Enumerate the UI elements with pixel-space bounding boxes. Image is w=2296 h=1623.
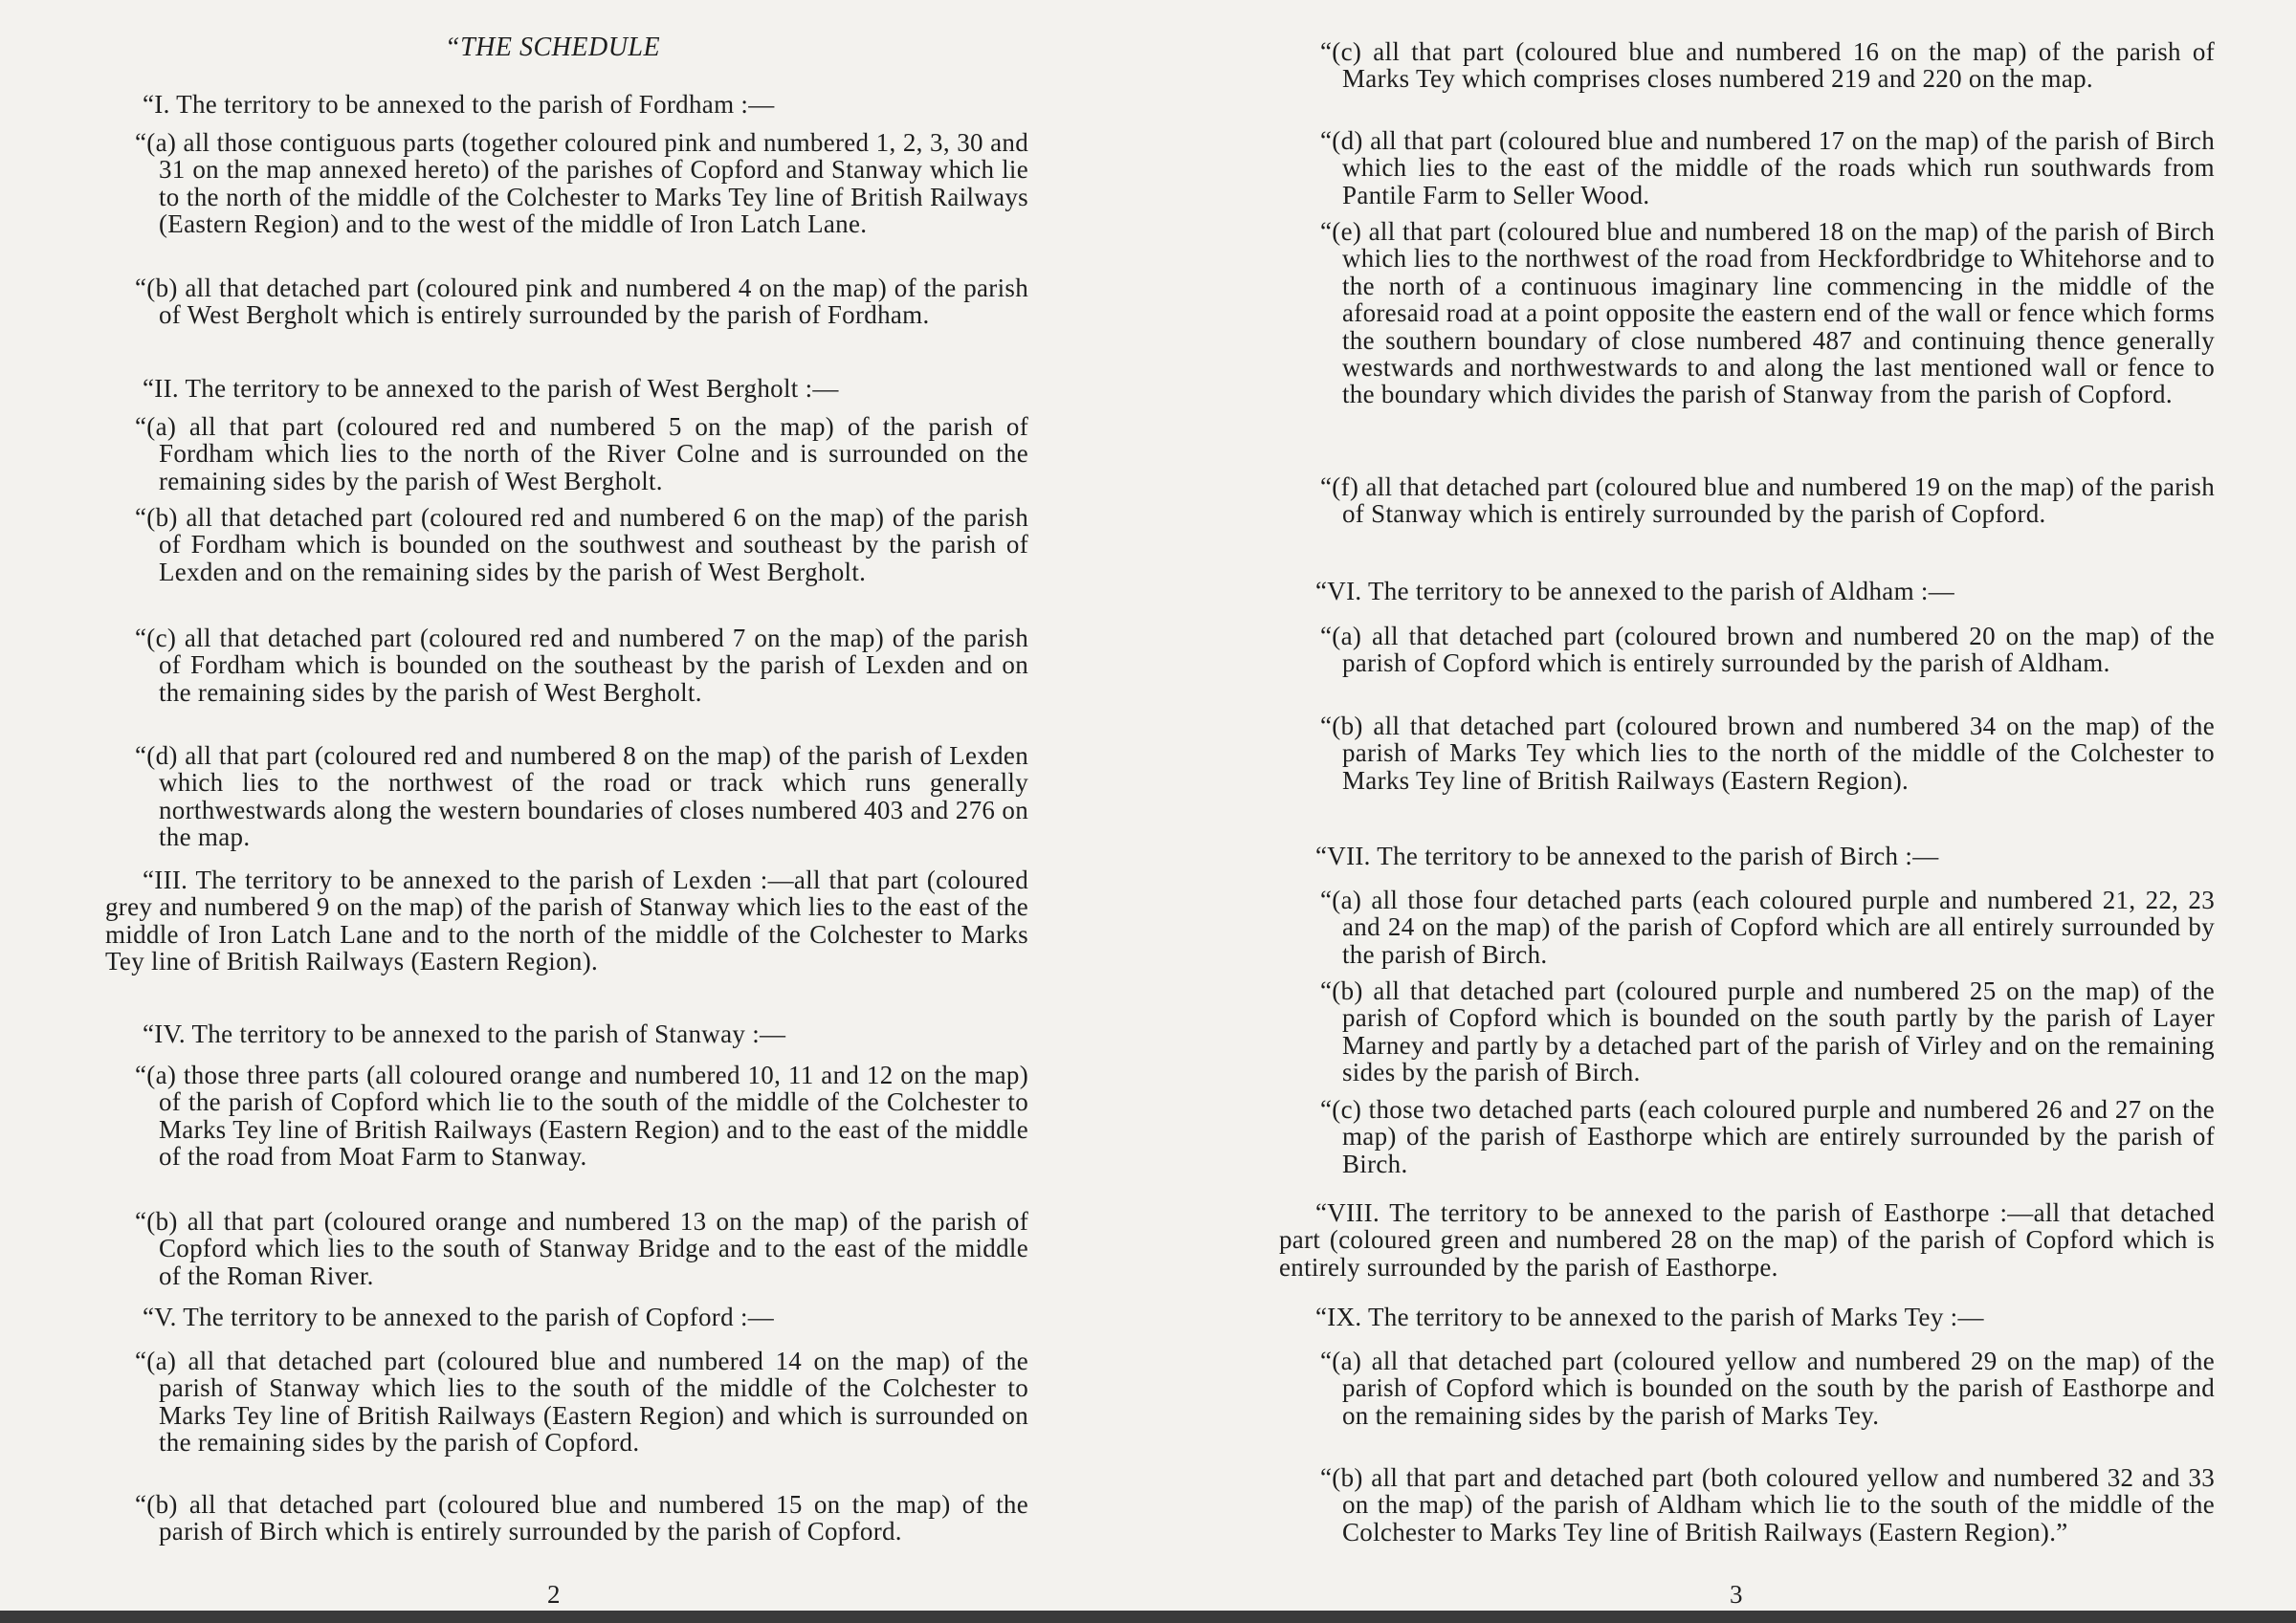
schedule-item: “(b) all that part and detached part (both coloured yellow and numbered 32 and 33 on the map) of the parish of Aldham which lie to the south of the middle of the Colchester to Marks Tey line of British Railways (Eastern Region).” — [1320, 1463, 2215, 1546]
schedule-item: “(b) all that detached part (coloured purple and numbered 25 on the map) of the parish of Copford which is bounded on the south partly by the parish of Layer Marney and partly by a detached part of the parish of Virley and on the remaining sides by the parish of Birch. — [1320, 976, 2215, 1087]
section-heading: “VII. The territory to be annexed to the parish of Birch :— — [1315, 842, 1939, 870]
section-heading: “IX. The territory to be annexed to the parish of Marks Tey :— — [1315, 1303, 1984, 1331]
section-heading: “IV. The territory to be annexed to the parish of Stanway :— — [143, 1020, 786, 1048]
schedule-item: “(d) all that part (coloured blue and numbered 17 on the map) of the parish of Birch which lies to the east of the middle of the roads which run southwards from Pantile Farm to Seller Wood. — [1320, 126, 2215, 209]
schedule-item: “(f) all that detached part (coloured blue and numbered 19 on the map) of the parish of Stanway which is entirely surrounded by the parish of Copford. — [1320, 472, 2215, 529]
schedule-item: “(a) all that detached part (coloured yellow and numbered 29 on the map) of the parish of Copford which is bounded on the south by the parish of Easthorpe and on the remaining sides by the parish of Marks Tey. — [1320, 1347, 2215, 1430]
schedule-item: “(d) all that part (coloured red and numbered 8 on the map) of the parish of Lexden which lies to the northwest of the road or track which runs generally northwestwards along the western boundaries of closes numbered 403 and 276 on the map. — [135, 741, 1028, 852]
schedule-item: “(a) all those four detached parts (each coloured purple and numbered 21, 22, 23 and 24 on the map) of the parish of Copford which are all entirely surrounded by the parish of Birch. — [1320, 886, 2215, 969]
schedule-item: “(b) all that detached part (coloured blue and numbered 15 on the map) of the parish of Birch which is entirely surrounded by the parish of Copford. — [135, 1490, 1028, 1546]
section-heading: “V. The territory to be annexed to the parish of Copford :— — [143, 1303, 775, 1331]
schedule-item: “(c) all that part (coloured blue and numbered 16 on the map) of the parish of Marks Tey which comprises closes numbered 219 and 220 on the map. — [1320, 37, 2215, 94]
section-heading: “I. The territory to be annexed to the parish of Fordham :— — [143, 90, 775, 119]
section-paragraph: “VIII. The territory to be annexed to the parish of Easthorpe :—all that detached part (coloured green and numbered 28 on the map) of the parish of Copford which is entirely surrounded by the parish of Easthorpe. — [1279, 1198, 2215, 1282]
schedule-item: “(c) those two detached parts (each coloured purple and numbered 26 and 27 on the map) of the parish of Easthorpe which are entirely surrounded by the parish of Birch. — [1320, 1095, 2215, 1178]
page-number: 2 — [547, 1580, 561, 1609]
schedule-item: “(c) all that detached part (coloured red and numbered 7 on the map) of the parish of Fordham which is bounded on the southeast by the parish of Lexden and on the remaining sides by the parish of West Bergholt. — [135, 624, 1028, 707]
schedule-item: “(a) all those contiguous parts (together coloured pink and numbered 1, 2, 3, 30 and 31 on the map annexed hereto) of the parishes of Copford and Stanway which lie to the north of the middle of the Colchester to Marks Tey line of British Railways (Eastern Region) and to the west of the middle of Iron Latch Lane. — [135, 128, 1028, 239]
schedule-item: “(a) all that part (coloured red and numbered 5 on the map) of the parish of Fordham which lies to the north of the River Colne and is surrounded on the remaining sides by the parish of West Bergholt. — [135, 412, 1028, 495]
section-heading: “II. The territory to be annexed to the parish of West Bergholt :— — [143, 374, 839, 403]
page-number: 3 — [1730, 1580, 1743, 1609]
scan-edge — [0, 1611, 2296, 1623]
schedule-title: “THE SCHEDULE — [445, 33, 661, 62]
schedule-item: “(b) all that part (coloured orange and numbered 13 on the map) of the parish of Copford which lies to the south of Stanway Bridge and to the east of the middle of the Roman River. — [135, 1207, 1028, 1290]
section-heading: “VI. The territory to be annexed to the parish of Aldham :— — [1315, 577, 1955, 605]
schedule-item: “(a) those three parts (all coloured orange and numbered 10, 11 and 12 on the map) of the parish of Copford which lie to the south of the middle of the Colchester to Marks Tey line of British Railways (Eastern Region) and to the east of the middle of the road from Moat Farm to Stanway. — [135, 1061, 1028, 1172]
schedule-item: “(a) all that detached part (coloured blue and numbered 14 on the map) of the parish of Stanway which lies to the south of the middle of the Colchester to Marks Tey line of British Railways (Eastern Region) and which is surrounded on the remaining sides by the parish of Copford. — [135, 1347, 1028, 1458]
schedule-item: “(b) all that detached part (coloured pink and numbered 4 on the map) of the parish of West Bergholt which is entirely surrounded by the parish of Fordham. — [135, 274, 1028, 330]
schedule-item: “(e) all that part (coloured blue and numbered 18 on the map) of the parish of Birch which lies to the northwest of the road from Heckfordbridge to Whitehorse and to the north of a continuous imaginary line commencing in the middle of the aforesaid road at a point opposite the eastern end of the wall or fence which forms the southern boundary of close numbered 487 and continuing thence generally westwards and northwestwards to and along the last mentioned wall or fence to the boundary which divides the parish of Stanway from the parish of Copford. — [1320, 217, 2215, 409]
section-paragraph: “III. The territory to be annexed to the parish of Lexden :—all that part (coloured grey and numbered 9 on the map) of the parish of Stanway which lies to the east of the middle of Iron Latch Lane and to the north of the middle of the Colchester to Marks Tey line of British Railways (Eastern Region). — [105, 866, 1028, 976]
schedule-item: “(b) all that detached part (coloured brown and numbered 34 on the map) of the parish of Marks Tey which lies to the north of the middle of the Colchester to Marks Tey line of British Railways (Eastern Region). — [1320, 712, 2215, 795]
schedule-item: “(a) all that detached part (coloured brown and numbered 20 on the map) of the parish of Copford which is entirely surrounded by the parish of Aldham. — [1320, 622, 2215, 678]
schedule-item: “(b) all that detached part (coloured red and numbered 6 on the map) of the parish of Fordham which is bounded on the southwest and southeast by the parish of Lexden and on the remaining sides by the parish of West Bergholt. — [135, 503, 1028, 586]
